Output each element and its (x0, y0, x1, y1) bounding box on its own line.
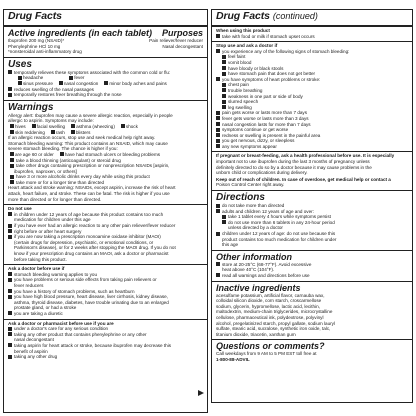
bullet-icon (222, 94, 226, 98)
do-not-use-heading: Do not use (8, 206, 32, 212)
bullet-icon (216, 77, 220, 81)
questions-heading: Questions or comments? (216, 341, 325, 352)
when-using-heading: When using this product (216, 28, 270, 33)
bullet-icon (216, 204, 220, 208)
warnings-heading: Warnings (8, 101, 54, 113)
ingredient-row: Ibuprofen 200 mg (NSAID)* Pain reliever/fever reducer (8, 38, 203, 43)
when-using-section: When using this product take with food or milk if stomach upset occurs (212, 27, 412, 41)
bullet-icon (8, 229, 12, 233)
nsaid-footnote: *nonsteroidal anti-inflammatory drug (8, 49, 82, 55)
bullet-icon (216, 209, 220, 213)
active-ingredients-heading: Active ingredients (in each tablet) (8, 28, 153, 38)
drug-facts-panel-right (211, 9, 413, 403)
drug-facts-panel-left (3, 9, 208, 413)
other-information-heading: Other information (216, 251, 292, 262)
bullet-icon (8, 224, 12, 228)
ask-doctor-heading: Ask a doctor before use if (8, 266, 65, 272)
panel-title (4, 10, 207, 27)
bullet-icon (8, 212, 12, 216)
bullet-icon (222, 220, 226, 224)
ingredient-row: Phenylephrine HCl 10 mg Nasal decongestant (8, 43, 203, 49)
bullet-icon (10, 124, 14, 128)
other-information-section: Other information store at 20-25°C (68-77°F). Avoid excessive heat above 40°C (104°F). read all warnings and directions before use (212, 250, 412, 281)
inactive-ingredients-heading: Inactive ingredients (216, 282, 301, 293)
bullet-icon (8, 87, 12, 91)
bullet-icon (8, 311, 12, 315)
ask-doctor-section: Ask a doctor before use if stomach bleeding warning applies to you you have problems or serious side effects from taking pain relievers or fever reducers you have a history of stomach problems, such as heartburn you have high blood pressure, heart disease, liver cirrhosis, kidney disease, asthma, thyroid disease, diabetes, have trouble urinating due to an enlarged prostate gland, or had a stroke you are taking a diuretic (4, 264, 207, 318)
uses-section: Uses temporarily relieves these symptoms associated with the common cold or flu: headache fever sinus pressure nasal congestion minor body aches and pains reduces swelling of the nasal passages temporarily restores freer breathing through the nose (4, 57, 207, 100)
bullet-icon (216, 144, 220, 148)
bullet-icon (8, 272, 12, 276)
stop-use-section: Stop use and ask a doctor if you experience any of the following signs of stomach bleeding: feel faint vomit blood have bloody or black stools have stomach pain that does not get better you have symptoms of heart problems or stroke: chest pain trouble breathing weakness in one part or side of body slurred speech leg swelling pain gets worse or lasts more than 7 days fever gets worse or lasts more than 3 days nasal congestion lasts for more than 7 days symptoms continue or get worse redness or swelling is present in the painful area you get nervous, dizzy, or sleepless any new symptoms appear (212, 41, 412, 151)
bullet-icon (8, 343, 12, 347)
purposes-heading: Purposes (161, 28, 203, 38)
bullet-icon (222, 88, 226, 92)
phone-number: 1-800-88-ADVIL (216, 356, 250, 362)
bullet-icon (216, 232, 220, 236)
pregnancy-section: If pregnant or breast-feeding, ask a health professional before use. It is especially important not to use ibuprofen during the last 3 months of pregnancy unless definitely directed to do so by a doctor because it may cause problems in the unborn child or complications during delivery. Keep out of reach of children. In case of overdose, get medical help or contact a Poison Control Center right away. (212, 151, 412, 190)
stop-use-heading: Stop use and ask a doctor if (216, 43, 278, 49)
directions-section: Directions do not take more than directed adults and children 12 years of age and over: take 1 tablet every 4 hours while symptoms persist do not use more than 6 tablets in any 24-hour period unless directed by a doctor children under 12 years of age: do not use because this product contains too much medication for children under this age (212, 190, 412, 250)
bullet-icon (8, 332, 12, 336)
bullet-icon (104, 81, 108, 85)
heart-attack-warning: Heart attack and stroke warning: NSAIDs, except aspirin, increase the risk of heart (8, 185, 176, 191)
uses-heading: Uses (8, 58, 32, 70)
bullet-icon (216, 128, 220, 132)
bullet-icon (18, 76, 22, 80)
questions-section: Questions or comments? Call weekdays from 9 AM to 5 PM EST toll free at 1-800-88-ADVIL (212, 339, 412, 364)
bullet-icon (121, 124, 125, 128)
stomach-bleeding-warning: Stomach bleeding warning: This product contains an NSAID, which may cause (8, 140, 168, 146)
directions-heading: Directions (216, 192, 265, 204)
bullet-icon (222, 66, 226, 70)
bullet-icon (10, 152, 14, 156)
bullet-icon (71, 124, 75, 128)
bullet-icon (222, 60, 226, 64)
ask-pharmacist-section: Ask a doctor or pharmacist before use if you are under a doctor's care for any serious condition taking any other product that contains phenylephrine or any other nasal decongestant taking aspirin for heart attack or stroke, because ibuprofen may decrease this benefit of aspirin taking any other drug (4, 319, 207, 362)
do-not-use-section: Do not use in children under 12 years of age because this product contains too much medication for children under this age if you have ever had an allergic reaction to any other pain reliever/fever reducer right before or after heart surgery if you are now taking a prescription monoamine oxidase inhibitor (MAOI) (certain drugs for depression, psychiatric, or emotional conditions, or Parkinson's disease), or for 2 weeks after stopping the MAOI drug. If you do not know if your prescription drug contains an MAOI, ask a doctor or pharmacist before taking this product. (4, 204, 207, 264)
bullet-icon (10, 158, 14, 162)
bullet-icon (216, 34, 220, 38)
continued-arrow-icon (198, 390, 204, 396)
keep-out-of-reach: Keep out of reach of children. In case of overdose, get medical help or contact a (216, 176, 391, 182)
bullet-icon (222, 72, 226, 76)
bullet-icon (8, 235, 12, 239)
bullet-icon (10, 130, 14, 134)
pregnancy-warning: If pregnant or breast-feeding, ask a health professional before use. It is especially (216, 153, 395, 159)
bullet-icon (222, 100, 226, 104)
bullet-icon (216, 49, 220, 53)
bullet-icon (59, 81, 63, 85)
active-ingredients-section (4, 27, 207, 57)
bullet-icon (222, 55, 226, 59)
bullet-icon (51, 130, 55, 134)
bullet-icon (8, 93, 12, 97)
bullet-icon (216, 111, 220, 115)
bullet-icon (216, 262, 220, 266)
allergy-alert: Allergy alert: Ibuprofen may cause a severe allergic reaction, especially in people (8, 112, 173, 118)
bullet-icon (222, 105, 226, 109)
bullet-icon (10, 175, 14, 179)
continued-label: (continued) (272, 11, 318, 21)
bullet-icon (69, 76, 73, 80)
drug-facts-title: Drug Facts (216, 10, 270, 22)
bullet-icon (10, 164, 14, 168)
bullet-icon (18, 81, 22, 85)
bullet-icon (10, 180, 14, 184)
bullet-icon (8, 327, 12, 331)
bullet-icon (216, 122, 220, 126)
bullet-icon (216, 116, 220, 120)
bullet-icon (8, 295, 12, 299)
bullet-icon (8, 355, 12, 359)
warnings-section: Warnings Allergy alert: Ibuprofen may cause a severe allergic reaction, especially in people allergic to aspirin. Symptoms may include: hives facial swelling asthma (wheezing) shock skin reddening rash blisters If an allergic reaction occurs, stop use and seek medical help right away. Stomach bleeding warning: This product contains an NSAID, which may cause severe stomach bleeding. The chance is higher if you: are age 60 or older have had stomach ulcers or bleeding problems take a blood thinning (anticoagulant) or steroid drug take other drugs containing prescription or nonprescription NSAIDs [aspirin, ibuprofen, naproxen, or others] have 3 or more alcoholic drinks every day while using this product take more or for a longer time than directed Heart attack and stroke warning: NSAIDs, except aspirin, increase the risk of heart attack, heart failure, and stroke. These can be fatal. The risk is higher if you use more than directed or for longer than directed. (4, 100, 207, 205)
bullet-icon (222, 83, 226, 87)
drug-facts-title: Drug Facts (8, 10, 62, 22)
bullet-icon (32, 124, 36, 128)
bullet-icon (8, 289, 12, 293)
bullet-icon (216, 139, 220, 143)
bullet-icon (222, 215, 226, 219)
panel-title (212, 10, 412, 27)
ask-pharmacist-heading: Ask a doctor or pharmacist before use if you are (8, 320, 114, 326)
bullet-icon (8, 70, 12, 74)
bullet-icon (71, 130, 75, 134)
bullet-icon (8, 278, 12, 282)
bullet-icon (216, 133, 220, 137)
inactive-ingredients-section: Inactive ingredients acesulfame potassium, artificial flavor, carnauba wax, colloidal silicon dioxide, corn starch, croscarmellose sodium, glycerin, hypromellose, lactic acid, lecithin, maltodextrin, medium-chain triglycerides, microcrystalline cellulose, pharmaceutical ink, polydextrose, polyvinyl alcohol, pregelatinized starch, propyl gallate, sodium lauryl sulfate, stearic acid, sucralose, synthetic iron oxide, talc, titanium dioxide, triacetin, xanthan gum (212, 281, 412, 340)
bullet-icon (216, 273, 220, 277)
bullet-icon (60, 152, 64, 156)
